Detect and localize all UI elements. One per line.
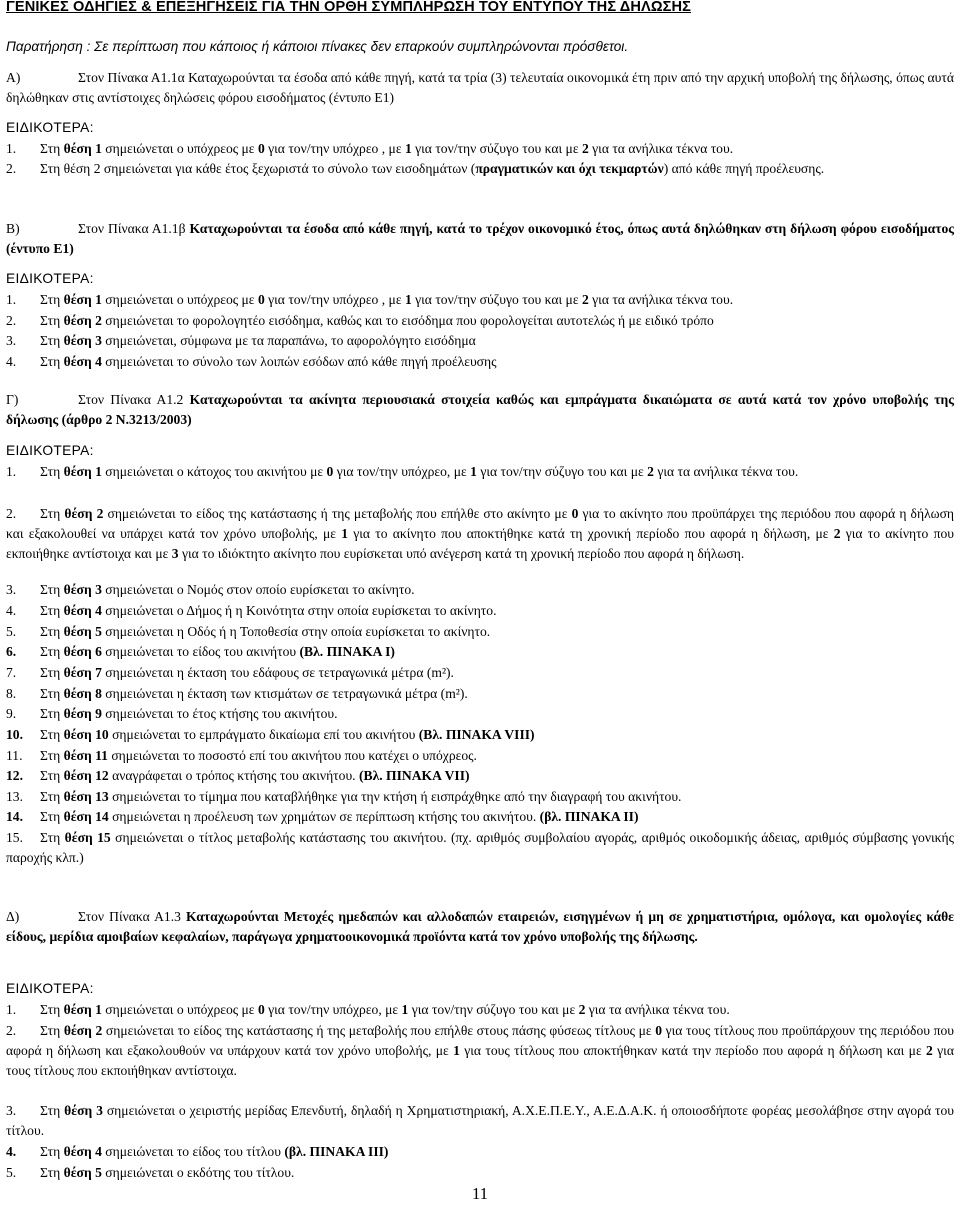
item-number: 7. [6,665,17,680]
position-word: θέση [63,706,92,721]
item-prefix: Στη [40,464,61,479]
position-number: 14 [95,809,109,824]
section-g-item-5 [6,622,954,642]
position-word: θέση [63,748,92,763]
code-value: 3 [171,546,179,561]
section-table-ref: Στον Πίνακα Α1.1α [78,70,185,85]
item-text: αναγράφεται ο τρόπος κτήσης του ακινήτου. [112,768,356,783]
section-g-item-14 [6,807,954,827]
position-word: θέση [63,1002,92,1017]
item-number: 1. [6,464,17,479]
item-text: σημειώνεται ο Νομός στον οποίο ευρίσκεται το ακίνητο. [105,582,415,597]
section-letter: Γ) [6,392,19,407]
note: Παρατήρηση : Σε περίπτωση που κάποιος ή κάποιοι πίνακες δεν επαρκούν συμπληρώνονται πρόσθετοι. [6,39,629,54]
section-g-item-9 [6,704,954,724]
position-number: 2 [95,1023,103,1038]
item-prefix: Στη [40,1144,61,1159]
code-value: 2 [647,464,654,479]
item-text: ) από κάθε πηγή προέλευσης. [663,161,825,176]
item-text: σημειώνεται η Οδός ή η Τοποθεσία στην οποία ευρίσκεται το ακίνητο. [105,624,491,639]
position-number: 4 [95,1144,102,1159]
item-number: 12. [6,768,23,783]
item-number: 6. [6,644,17,659]
item-prefix: Στη [40,313,61,328]
item-text: σημειώνεται ο υπόχρεος με [105,292,255,307]
item-text: για τους τίτλους που αποκτήθηκαν κατά την περίοδο που αφορά η δήλωση και με [464,1043,922,1058]
section-b-item-4 [6,352,954,372]
section-description: Καταχωρούνται τα έσοδα από κάθε πηγή, κατά το τρέχον οικονομικό έτος, όπως αυτά δηλώθηκαν στη δήλωση φόρου εισοδήματος (έντυπο Ε1) [6,221,954,256]
position-number: 1 [95,292,102,307]
position-word: θέση [63,665,92,680]
position-number: 9 [95,706,102,721]
section-d-item-3 [6,1101,954,1141]
position-number: 3 [96,1103,103,1118]
position-number: 4 [95,354,102,369]
section-g-item-3 [6,580,954,600]
item-text: σημειώνεται ο εκδότης του τίτλου. [105,1165,295,1180]
position-number: 13 [95,789,109,804]
item-prefix: Στη [40,1103,61,1118]
section-g-item-10 [6,725,954,745]
section-g-item-4 [6,601,954,621]
section-g-item-7 [6,663,954,683]
item-text: για το ιδιόκτητο ακίνητο που ευρίσκεται υπό ανέγερση κατά τη χρονική περίοδο που αφορά η δήλωση. [181,546,745,561]
code-value: 2 [578,1002,586,1017]
item-prefix: Στη [40,582,61,597]
item-text: για τους τίτλους που προϋπάρχουν της περιόδου που αφορά η δήλωση και εξακολουθούν να υπάρχουν κατά τον χρόνο υποβολής, με [6,1023,954,1058]
item-text: σημειώνεται το είδος του ακινήτου [105,644,297,659]
item-number: 2. [6,506,17,521]
item-prefix: Στη [40,644,61,659]
item-text: για τον/την υπόχρεο , με [268,141,402,156]
code-value: 1 [404,292,412,307]
position-number: 3 [95,582,102,597]
item-number: 5. [6,624,17,639]
item-prefix: Στη [40,1002,61,1017]
section-a-item-2 [6,159,954,179]
item-number: 4. [6,1144,17,1159]
item-text: σημειώνεται η προέλευση των χρημάτων σε περίπτωση κτήσης του ακινήτου. [112,809,537,824]
position-word: θέση [63,1023,92,1038]
item-text: για το ακίνητο που προϋπάρχει της περιόδου που αφορά η δήλωση και εξακολουθεί να υπάρχει κατά τον χρόνο υποβολής, με [6,506,955,541]
position-number: 1 [95,464,102,479]
item-text: σημειώνεται το ποσοστό επί του ακινήτου που κατέχει ο υπόχρεος. [111,748,477,763]
code-value: 2 [833,526,841,541]
item-text: σημειώνεται το είδος της κατάστασης ή της μεταβολής που επήλθε στο ακίνητο με [107,506,568,521]
section-b-item-2 [6,311,954,331]
item-number: 10. [6,727,23,742]
position-word: θέση [64,1103,93,1118]
section-g-item-15 [6,828,954,868]
item-prefix: Στη [40,506,61,521]
position-number: 7 [95,665,102,680]
item-number: 1. [6,1002,17,1017]
item-emphasis: πραγματικών και όχι τεκμαρτών [475,161,664,176]
item-number: 9. [6,706,17,721]
section-description: Καταχωρούνται τα ακίνητα περιουσιακά στοιχεία καθώς και εμπράγματα δικαιώματα σε αυτά κατά τον χρόνο υποβολής της δήλωσης (άρθρο 2 Ν.3213/2003) [6,392,954,427]
item-prefix: Στη [40,830,61,845]
item-number: 2. [6,161,17,176]
position-number: 4 [95,603,102,618]
code-value: 0 [257,292,265,307]
section-b-item-1 [6,290,954,310]
item-prefix: Στη [40,354,61,369]
section-g-item-2 [6,504,954,564]
code-value: 1 [401,1002,409,1017]
item-prefix: Στη [40,333,61,348]
item-number: 1. [6,141,17,156]
table-reference: (Βλ. ΠΙΝΑΚΑ Ι) [299,644,395,659]
position-word: θέση [63,464,92,479]
table-reference: (Βλ. ΠΙΝΑΚΑ VII) [358,768,470,783]
position-word: θέση [63,603,92,618]
item-text: Στη θέση 2 σημειώνεται για κάθε έτος ξεχωριστά το σύνολο των εισοδημάτων ( [40,161,476,176]
item-prefix: Στη [40,727,61,742]
section-description: Καταχωρούνται τα έσοδα από κάθε πηγή, κατά τα τρία (3) τελευταία οικονομικά έτη πριν από την αρχική υποβολή της δήλωσης, όπως αυτά δηλώθηκαν στις αντίστοιχες δηλώσεις φόρου εισοδήματος (έντυπο Ε1) [6,70,954,105]
item-text: σημειώνεται ο υπόχρεος με [105,141,255,156]
section-letter: Δ) [6,909,20,924]
item-text: σημειώνεται, σύμφωνα με τα παραπάνω, το αφορολόγητο εισόδημα [105,333,476,348]
item-number: 2. [6,313,17,328]
item-number: 15. [6,830,23,845]
item-prefix: Στη [40,748,61,763]
item-text: για τα ανήλικα τέκνα του. [592,141,734,156]
item-text: σημειώνεται το τίμημα που καταβλήθηκε για την κτήση ή εισπράχθηκε από την διαγραφή του ακινήτου. [112,789,682,804]
position-number: 8 [95,686,102,701]
section-a-specifics-label: ΕΙΔΙΚΟΤΕΡΑ: [6,120,94,135]
section-b-specifics-label: ΕΙΔΙΚΟΤΕΡΑ: [6,271,94,286]
section-d-specifics-label: ΕΙΔΙΚΟΤΕΡΑ: [6,981,94,996]
position-word: θέση [63,644,92,659]
item-number: 2. [6,1023,17,1038]
section-letter: Β) [6,221,20,236]
position-word: θέση [63,809,92,824]
item-prefix: Στη [40,292,61,307]
section-description: Καταχωρούνται Μετοχές ημεδαπών και αλλοδαπών εταιρειών, εισηγμένων ή μη σε χρηματιστήρια, ομόλογα, και ομολογίες κάθε είδους, μερίδια αμοιβαίων κεφαλαίων, παράγωγα χρηματοοικονομικά προϊόντα κατά τον χρόνο υποβολής της δήλωσης. [6,909,954,944]
item-text: σημειώνεται το φορολογητέο εισόδημα, καθώς και το εισόδημα που φορολογείται αυτοτελώς ή με ειδικό τρόπο [105,313,714,328]
position-word: θέση [63,727,92,742]
position-word: θέση [63,582,92,597]
section-g-specifics-label: ΕΙΔΙΚΟΤΕΡΑ: [6,443,94,458]
section-g-item-11 [6,746,954,766]
position-word: θέση [63,333,92,348]
item-prefix: Στη [40,603,61,618]
position-word: θέση [63,768,92,783]
position-word: θέση [63,313,92,328]
item-text: σημειώνεται ο κάτοχος του ακινήτου με [105,464,324,479]
item-text: σημειώνεται το έτος κτήσης του ακινήτου. [105,706,338,721]
item-number: 5. [6,1165,17,1180]
item-text: σημειώνεται το σύνολο των λοιπών εσόδων από κάθε πηγή προέλευσης [105,354,497,369]
code-value: 0 [257,1002,265,1017]
item-prefix: Στη [40,665,61,680]
item-prefix: Στη [40,1165,61,1180]
code-value: 0 [655,1023,663,1038]
item-text: για τον/την υπόχρεο, με [336,464,467,479]
position-number: 5 [95,1165,102,1180]
item-text: για τον/την σύζυγο του και με [480,464,644,479]
section-d-item-2 [6,1021,954,1081]
code-value: 1 [453,1043,460,1058]
item-prefix: Στη [40,624,61,639]
position-word: θέση [63,141,92,156]
code-value: 1 [470,464,477,479]
position-word: θέση [64,830,93,845]
section-d-heading [6,907,954,947]
position-word: θέση [64,506,93,521]
position-number: 15 [97,830,111,845]
section-g-item-12 [6,766,954,786]
item-number: 1. [6,292,17,307]
item-text: σημειώνεται η έκταση των κτισμάτων σε τετραγωνικά μέτρα (m²). [105,686,468,701]
item-number: 3. [6,582,17,597]
section-letter: Α) [6,70,21,85]
section-b-item-3 [6,331,954,351]
code-value: 2 [581,141,589,156]
item-text: σημειώνεται το είδος του τίτλου [105,1144,281,1159]
section-g-heading [6,390,954,430]
position-word: θέση [63,292,92,307]
section-d-item-5 [6,1163,954,1183]
section-g-item-6 [6,642,954,662]
section-a-heading [6,68,954,108]
item-text: για το ακίνητο που αποκτήθηκε κατά τη χρονική περίοδο που αφορά η δήλωση, με [353,526,829,541]
item-text: για τον/την σύζυγο του και με [415,141,579,156]
position-number: 2 [95,313,102,328]
code-value: 1 [404,141,412,156]
page-number: 11 [471,1184,489,1203]
section-d-item-4 [6,1142,954,1162]
section-g-item-13 [6,787,954,807]
item-text: σημειώνεται το είδος της κατάστασης ή της μεταβολής που επήλθε στους πάσης φύσεως τίτλους με [105,1023,652,1038]
position-word: θέση [63,1165,92,1180]
item-text: για τον/την σύζυγο του και με [411,1002,576,1017]
item-text: για τα ανήλικα τέκνα του. [657,464,799,479]
position-number: 1 [95,1002,102,1017]
position-word: θέση [63,354,92,369]
item-prefix: Στη [40,686,61,701]
item-text: σημειώνεται το εμπράγματο δικαίωμα επί του ακινήτου [112,727,416,742]
position-number: 10 [95,727,109,742]
item-text: για τον/την υπόχρεο , με [268,292,402,307]
item-text: για το ακίνητο που εκποιήθηκε αντίστοιχα και με [6,526,954,561]
section-table-ref: Στον Πίνακα Α1.1β [78,221,186,236]
code-value: 2 [926,1043,933,1058]
section-a-item-1 [6,139,954,159]
position-word: θέση [63,624,92,639]
position-number: 6 [95,644,102,659]
item-prefix: Στη [40,768,61,783]
item-text: για τα ανήλικα τέκνα του. [592,292,734,307]
position-word: θέση [63,1144,92,1159]
item-number: 13. [6,789,23,804]
position-number: 12 [95,768,109,783]
code-value: 0 [257,141,265,156]
position-number: 3 [95,333,102,348]
item-prefix: Στη [40,1023,61,1038]
position-word: θέση [63,686,92,701]
item-number: 8. [6,686,17,701]
item-text: για τα ανήλικα τέκνα του. [588,1002,730,1017]
position-word: θέση [63,789,92,804]
item-prefix: Στη [40,809,61,824]
code-value: 0 [326,464,334,479]
item-text: σημειώνεται ο τίτλος μεταβολής κατάστασης του ακινήτου. (πχ. αριθμός συμβολαίου αγοράς, αριθμός οικοδομικής άδειας, αριθμός σύμβασης γονικής παροχής κλπ.) [6,830,954,865]
position-number: 5 [95,624,102,639]
item-prefix: Στη [40,706,61,721]
item-prefix: Στη [40,141,61,156]
item-text: σημειώνεται ο Δήμος ή η Κοινότητα στην οποία ευρίσκεται το ακίνητο. [105,603,497,618]
table-reference: (βλ. ΠΙΝΑΚΑ ΙΙ) [539,809,639,824]
section-g-item-1 [6,462,954,482]
item-number: 3. [6,333,17,348]
item-text: για τους τίτλους που εκποιήθηκαν αντίστοιχα. [6,1043,954,1078]
code-value: 1 [341,526,349,541]
page-title: ΓΕΝΙΚΕΣ ΟΔΗΓΙΕΣ & ΕΠΕΞΗΓΗΣΕΙΣ ΓΙΑ ΤΗΝ ΟΡΘΗ ΣΥΜΠΛΗΡΩΣΗ ΤΟΥ ΕΝΤΥΠΟΥ ΤΗΣ ΔΗΛΩΣΗΣ [6,0,692,15]
position-number: 2 [96,506,104,521]
item-number: 3. [6,1103,17,1118]
section-b-heading [6,219,954,259]
item-number: 14. [6,809,23,824]
position-number: 1 [95,141,102,156]
section-g-item-8 [6,684,954,704]
item-prefix: Στη [40,789,61,804]
section-table-ref: Στον Πίνακα Α1.2 [78,392,184,407]
item-number: 11. [6,748,23,763]
table-reference: (Βλ. ΠΙΝΑΚΑ VIII) [418,727,535,742]
code-value: 2 [581,292,589,307]
table-reference: (βλ. ΠΙΝΑΚΑ ΙΙΙ) [284,1144,389,1159]
item-number: 4. [6,354,17,369]
item-text: για τον/την σύζυγο του και με [415,292,579,307]
section-table-ref: Στον Πίνακα Α1.3 [78,909,181,924]
section-d-item-1 [6,1000,954,1020]
item-text: σημειώνεται ο υπόχρεος με [105,1002,255,1017]
item-text: για τον/την υπόχρεο, με [268,1002,399,1017]
code-value: 0 [571,506,579,521]
item-number: 4. [6,603,17,618]
item-text: σημειώνεται ο χειριστής μερίδας Επενδυτή, δηλαδή η Χρηματιστηριακή, Α.Χ.Ε.Π.Ε.Υ., Α.Ε.Δ.Α.Κ. ή οποιοσδήποτε φορέας μεσολάβησε στην αγορά του τίτλου. [6,1103,954,1138]
item-text: σημειώνεται η έκταση του εδάφους σε τετραγωνικά μέτρα (m²). [105,665,454,680]
position-number: 11 [95,748,108,763]
